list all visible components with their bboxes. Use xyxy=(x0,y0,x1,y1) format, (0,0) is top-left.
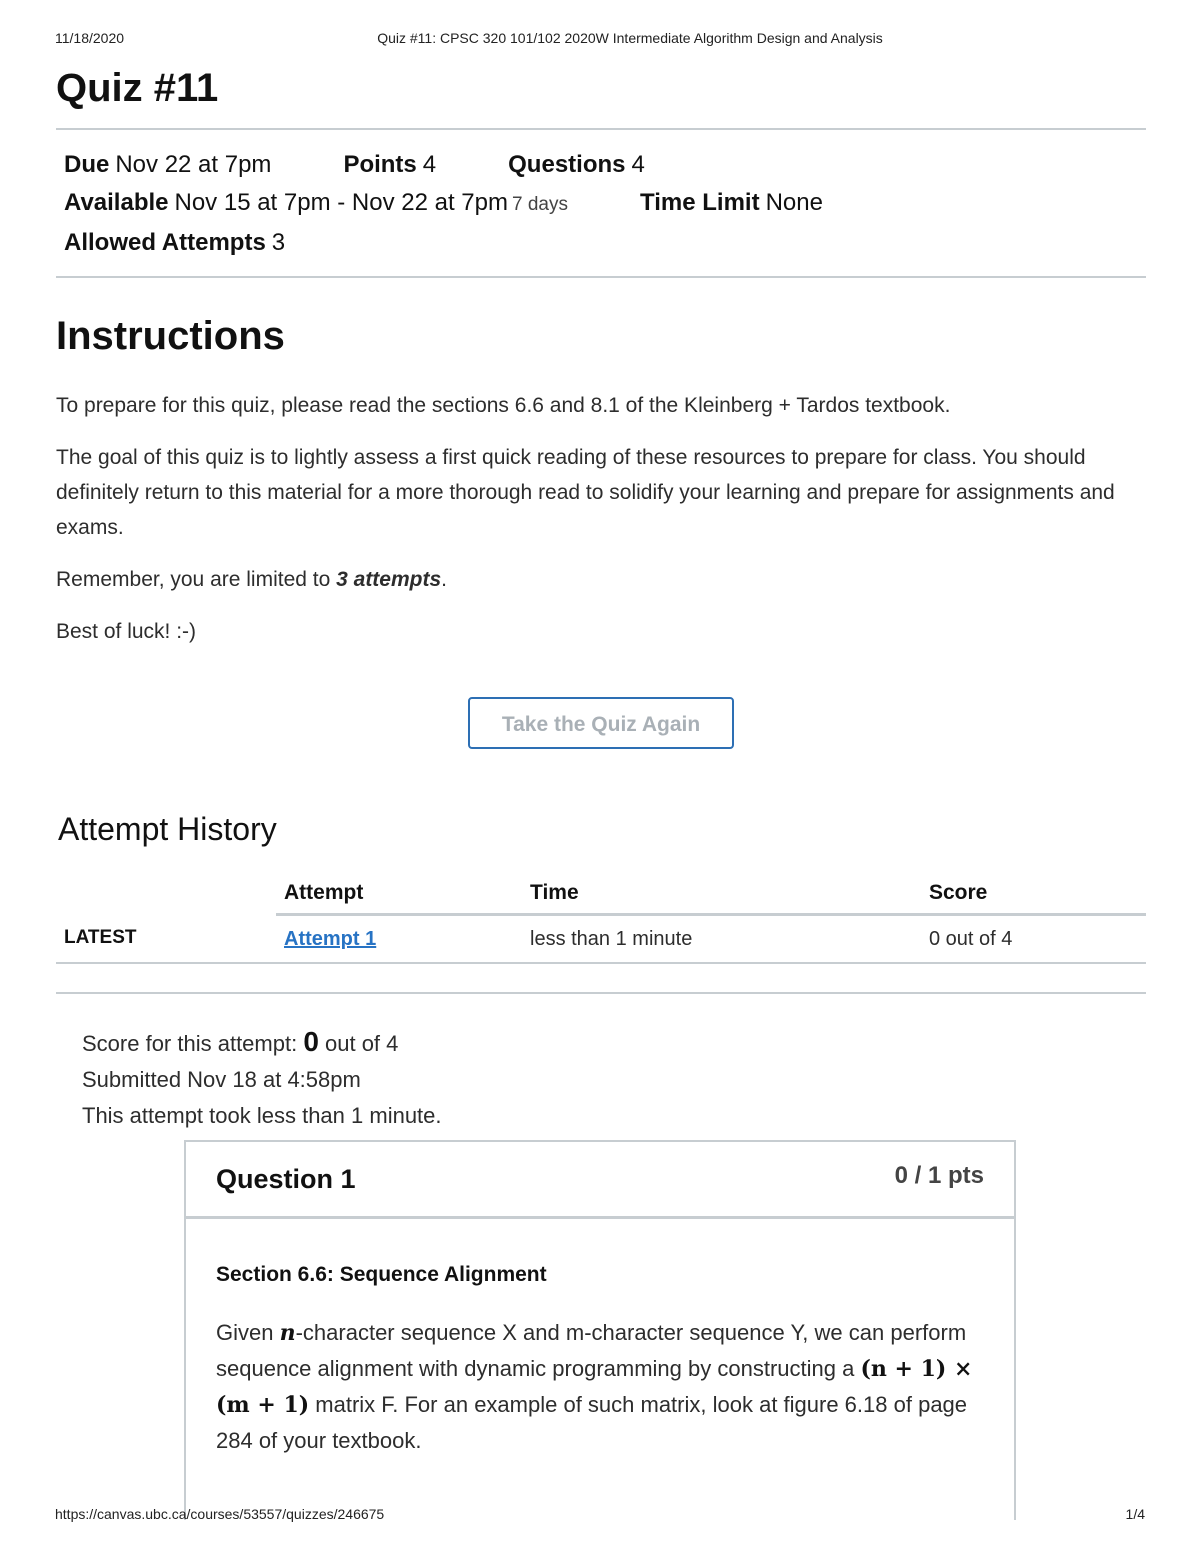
questions-label: Questions xyxy=(508,151,626,178)
questions-info xyxy=(508,146,645,184)
details-row-1 xyxy=(64,146,1138,184)
math-n: n xyxy=(279,1320,296,1346)
column-header-status xyxy=(56,875,276,915)
question-text-part: -character sequence X and m-character sequence Y, we can perform sequence alignment with dynamic programming by constructing a xyxy=(216,1320,967,1381)
points-value: 4 xyxy=(422,151,437,178)
print-date: 11/18/2020 xyxy=(55,30,125,46)
instructions-paragraph: Best of luck! :-) xyxy=(56,620,197,643)
due-info xyxy=(64,146,271,184)
attempt-cell xyxy=(276,915,522,964)
reminder-emphasis: 3 attempts xyxy=(336,568,442,591)
attempt-history-heading: Attempt History xyxy=(58,811,277,847)
questions-value: 4 xyxy=(631,151,645,178)
print-url: https://canvas.ubc.ca/courses/53557/quizzes/246675 xyxy=(55,1506,385,1522)
math-matrix-dimensions: (n + 1) × (m + 1) xyxy=(216,1356,973,1418)
score-suffix: out of 4 xyxy=(318,1031,399,1056)
attempt-summary xyxy=(82,1024,1146,1134)
submitted-time: Submitted Nov 18 at 4:58pm xyxy=(82,1067,361,1092)
attempt-time: less than 1 minute xyxy=(522,915,921,964)
score-value: 0 xyxy=(303,1026,319,1057)
section-divider xyxy=(56,992,1146,994)
score-prefix: Score for this attempt: xyxy=(82,1031,304,1056)
instructions-attempt-reminder xyxy=(56,562,1146,597)
print-page-number: 1/4 xyxy=(1125,1506,1145,1522)
available-value: Nov 15 at 7pm - Nov 22 at 7pm xyxy=(174,189,508,216)
question-text-part: matrix F. For an example of such matrix, look at figure 6.18 of page 284 of your textbook. xyxy=(216,1392,968,1453)
attempt-duration: This attempt took less than 1 minute. xyxy=(82,1103,442,1128)
instructions-paragraph: To prepare for this quiz, please read the sections 6.6 and 8.1 of the Kleinberg + Tardos textbook. xyxy=(56,394,951,417)
details-row-2 xyxy=(64,184,1138,224)
question-header xyxy=(186,1142,1014,1219)
instructions-paragraph: The goal of this quiz is to lightly assess a first quick reading of these resources to prepare for class. You should definitely return to this material for a more thorough read to solidify your learning and prepare for assignments and exams. xyxy=(56,446,1115,539)
attempts-label: Allowed Attempts xyxy=(64,229,266,256)
print-header xyxy=(55,30,1145,48)
question-text xyxy=(216,1315,984,1458)
question-section-title: Section 6.6: Sequence Alignment xyxy=(216,1263,547,1286)
question-title: Question 1 xyxy=(216,1164,356,1194)
reminder-suffix: . xyxy=(441,568,447,591)
attempt-score: 0 out of 4 xyxy=(921,915,1146,964)
attempts-info xyxy=(64,224,285,262)
time-limit-info xyxy=(640,184,823,224)
question-text-part: Given xyxy=(216,1320,280,1345)
available-info xyxy=(64,184,568,224)
instructions-heading: Instructions xyxy=(56,314,285,358)
take-quiz-container xyxy=(56,697,1146,749)
take-quiz-again-button[interactable]: Take the Quiz Again xyxy=(468,697,734,749)
column-header-attempt: Attempt xyxy=(276,875,522,915)
attempt-link[interactable]: Attempt 1 xyxy=(284,927,377,950)
time-limit-label: Time Limit xyxy=(639,189,760,216)
attempt-status: LATEST xyxy=(56,915,276,964)
question-body xyxy=(186,1219,1014,1458)
attempt-history-table xyxy=(56,875,1146,964)
question-card xyxy=(184,1140,1016,1520)
available-duration: 7 days xyxy=(512,194,568,215)
points-info xyxy=(343,146,436,184)
points-label: Points xyxy=(343,151,417,178)
main-content xyxy=(56,62,1146,1134)
table-header-row xyxy=(56,875,1146,915)
page-title: Quiz #11 xyxy=(56,66,219,110)
attempts-value: 3 xyxy=(271,229,286,256)
column-header-score: Score xyxy=(921,875,1146,915)
due-value: Nov 22 at 7pm xyxy=(115,151,272,178)
attempt-score-line xyxy=(82,1024,1146,1062)
due-label: Due xyxy=(64,151,110,178)
print-page-title: Quiz #11: CPSC 320 101/102 2020W Intermediate Algorithm Design and Analysis xyxy=(377,30,883,46)
details-row-3 xyxy=(64,224,1138,262)
instructions-body xyxy=(56,388,1146,649)
column-header-time: Time xyxy=(522,875,921,915)
available-label: Available xyxy=(64,189,169,216)
reminder-prefix: Remember, you are limited to xyxy=(56,568,337,591)
table-row xyxy=(56,915,1146,964)
question-points: 0 / 1 pts xyxy=(894,1162,984,1189)
time-limit-value: None xyxy=(765,189,823,216)
quiz-details xyxy=(56,128,1146,278)
print-footer xyxy=(55,1506,1145,1524)
